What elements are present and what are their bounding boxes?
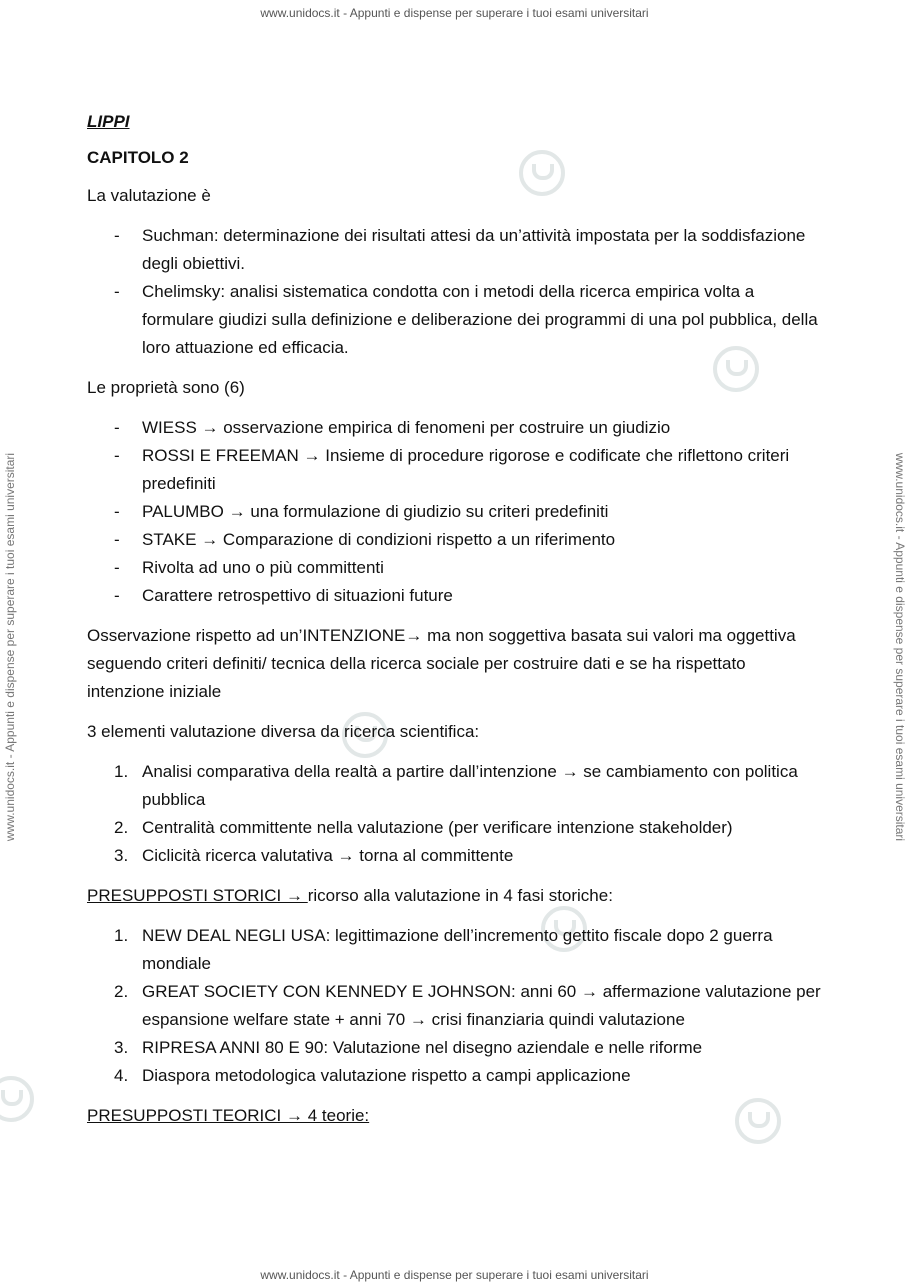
elements-intro: 3 elementi valutazione diversa da ricerca scientifica: xyxy=(87,722,480,741)
intro-paragraph: La valutazione è xyxy=(87,186,211,205)
list-item xyxy=(87,922,827,978)
list-item: - PALUMBO → una formulazione di giudizio su criteri predefiniti xyxy=(87,498,827,526)
list-item: - Carattere retrospettivo di situazioni future xyxy=(87,582,827,610)
observation-paragraph: Osservazione rispetto ad un’INTENZIONE→ ma non soggettiva basata sui valori ma oggettiva seguendo criteri definiti/ tecnica della ricerca sociale per costruire dati e se ha rispettato intenzione iniziale xyxy=(87,626,796,701)
list-number: 3. xyxy=(114,1038,129,1057)
list-number: 2. xyxy=(114,982,129,1001)
elements-list xyxy=(87,758,827,870)
list-text: GREAT SOCIETY CON KENNEDY E JOHNSON: anni 60 → affermazione valutazione per espansione welfare state + anni 70 → crisi finanziaria quindi valutazione xyxy=(142,982,821,1029)
properties-intro: Le proprietà sono (6) xyxy=(87,378,245,397)
list-text: RIPRESA ANNI 80 E 90: Valutazione nel disegno aziendale e nelle riforme xyxy=(142,1038,703,1057)
watermark-left: www.unidocs.it - Appunti e dispense per superare i tuoi esami universitari xyxy=(3,452,17,842)
theoretical-heading xyxy=(87,1102,827,1130)
list-number: 1. xyxy=(114,926,129,945)
theoretical-heading-text: PRESUPPOSTI TEORICI → 4 teorie: xyxy=(87,1106,370,1125)
historical-intro: ricorso alla valutazione in 4 fasi storiche: xyxy=(307,886,613,905)
historical-heading-line xyxy=(87,882,827,910)
list-item: - ROSSI E FREEMAN → Insieme di procedure rigorose e codificate che riflettono criteri predefiniti xyxy=(87,442,827,498)
list-number: 4. xyxy=(114,1066,129,1085)
chapter-heading: CAPITOLO 2 xyxy=(87,148,189,167)
historical-phases-list xyxy=(87,922,827,1090)
properties-list xyxy=(87,414,827,610)
unidocs-logo-icon xyxy=(0,1076,34,1122)
list-text: NEW DEAL NEGLI USA: legittimazione dell’incremento gettito fiscale dopo 2 guerra mondiale xyxy=(142,926,773,973)
list-text: Centralità committente nella valutazione (per verificare intenzione stakeholder) xyxy=(142,818,733,837)
watermark-right: www.unidocs.it - Appunti e dispense per superare i tuoi esami universitari xyxy=(893,452,907,842)
list-item: - Rivolta ad uno o più committenti xyxy=(87,554,827,582)
list-text: Ciclicità ricerca valutativa → torna al committente xyxy=(142,846,514,865)
list-number: 2. xyxy=(114,818,129,837)
list-item xyxy=(87,758,827,814)
list-item: - Chelimsky: analisi sistematica condotta con i metodi della ricerca empirica volta a formulare giudizi sulla definizione e deliberazione dei programmi di una pol pubblica, della loro attuazione ed efficacia. xyxy=(87,278,827,362)
list-item xyxy=(87,1062,827,1090)
list-item: - WIESS → osservazione empirica di fenomeni per costruire un giudizio xyxy=(87,414,827,442)
list-item xyxy=(87,1034,827,1062)
historical-heading: PRESUPPOSTI STORICI → xyxy=(87,886,308,905)
list-item xyxy=(87,842,827,870)
list-item xyxy=(87,814,827,842)
list-item: - Suchman: determinazione dei risultati attesi da un’attività impostata per la soddisfazione degli obiettivi. xyxy=(87,222,827,278)
list-item: - STAKE → Comparazione di condizioni rispetto a un riferimento xyxy=(87,526,827,554)
document-body xyxy=(87,108,827,1142)
list-number: 1. xyxy=(114,762,129,781)
watermark-top: www.unidocs.it - Appunti e dispense per superare i tuoi esami universitari xyxy=(260,6,649,20)
list-text: Diaspora metodologica valutazione rispetto a campi applicazione xyxy=(142,1066,631,1085)
list-item xyxy=(87,978,827,1034)
definitions-list xyxy=(87,222,827,362)
author-heading: LIPPI xyxy=(87,112,130,131)
watermark-bottom: www.unidocs.it - Appunti e dispense per superare i tuoi esami universitari xyxy=(260,1268,649,1282)
list-text: Analisi comparativa della realtà a partire dall’intenzione → se cambiamento con politica pubblica xyxy=(142,762,798,809)
list-number: 3. xyxy=(114,846,129,865)
